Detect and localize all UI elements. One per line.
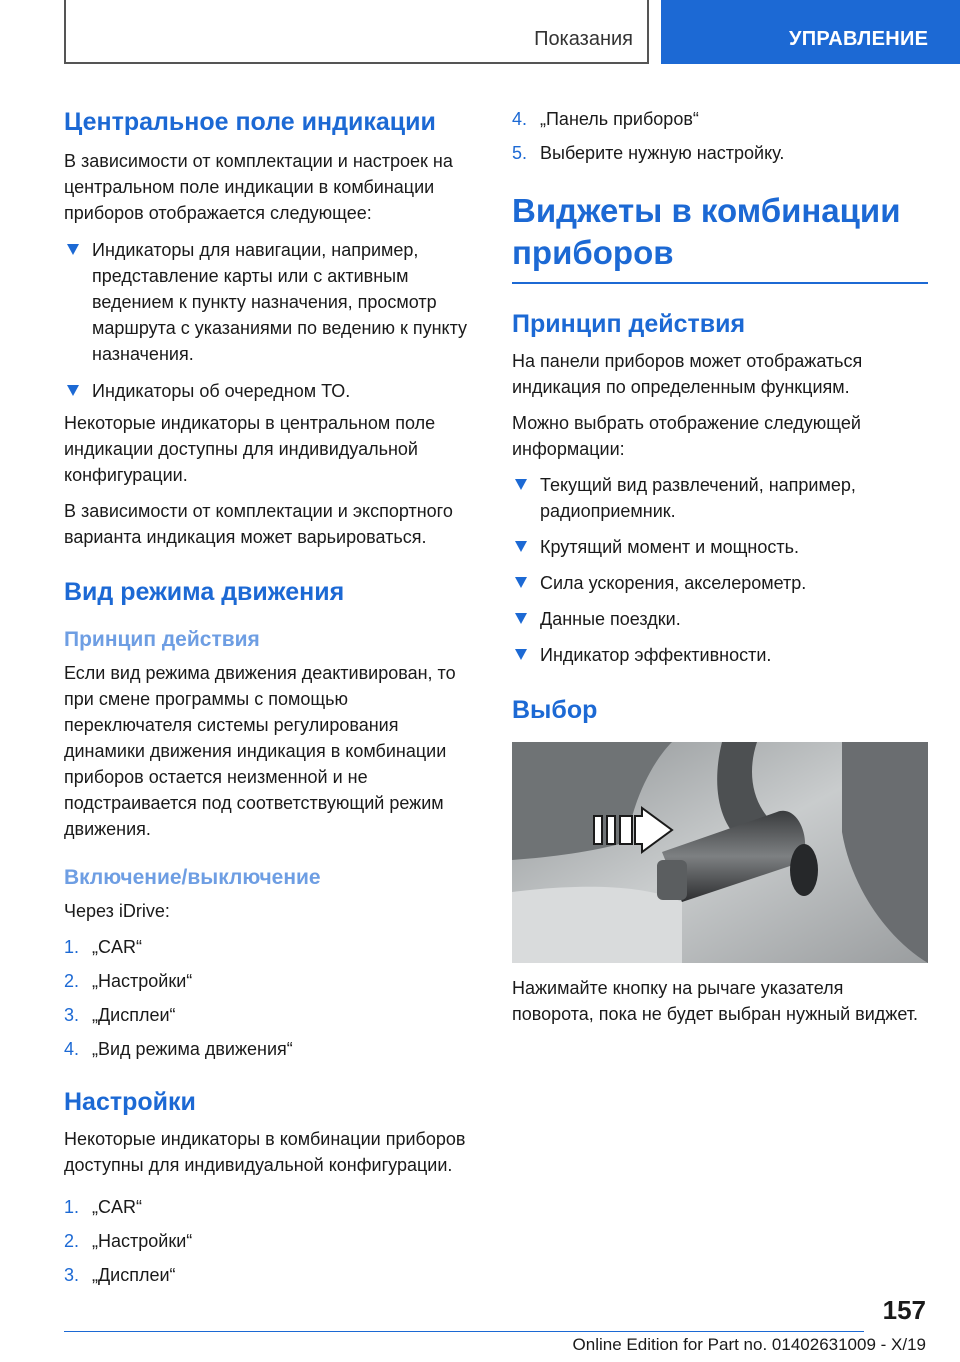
list-item: Индикатор эффективности.	[512, 642, 928, 668]
triangle-bullet-icon	[515, 479, 527, 490]
list-item: Индикаторы об очередном ТО.	[64, 378, 476, 404]
header-chapter-tab[interactable]	[661, 0, 960, 64]
heading-principle-right: Принцип действия	[512, 310, 746, 338]
footer-divider	[64, 1331, 864, 1332]
heading-central-field: Центральное поле индикации	[64, 108, 436, 136]
step-item: 3. „Дисплеи“	[64, 1005, 176, 1025]
step-item: 1. „CAR“	[64, 937, 142, 957]
heading-select: Выбор	[512, 696, 598, 724]
header-section-label: Показания	[534, 28, 633, 50]
heading-settings: Настройки	[64, 1088, 196, 1116]
triangle-bullet-icon	[67, 385, 79, 396]
list-item: Данные поездки.	[512, 606, 928, 632]
paragraph-variants: В зависимости от комплектации и экспортного варианта индикация может варьироваться.	[64, 501, 453, 547]
paragraph-central-intro: В зависимости от комплектации и настроек на центральном поле индикации в комбинации приборов отображается следующее:	[64, 151, 453, 223]
step-item: 2. „Настройки“	[64, 971, 193, 991]
list-item: Индикаторы для навигации, например, представление карты или с активным ведением к пункту назначения, просмотр маршрута с указаниями по ведению к пункту назначения.	[64, 237, 476, 367]
header-chapter-label: УПРАВЛЕНИЕ	[789, 28, 929, 50]
step-item: 4. „Вид режима движения“	[64, 1039, 293, 1059]
triangle-bullet-icon	[67, 244, 79, 255]
header-section-tab[interactable]	[64, 0, 649, 64]
triangle-bullet-icon	[515, 577, 527, 588]
edition-note: Online Edition for Part no. 01402631009 - X/19	[572, 1335, 926, 1354]
paragraph-widgets-choice: Можно выбрать отображение следующей информации:	[512, 413, 861, 459]
photo-caption: Нажимайте кнопку на рычаге указателя поворота, пока не будет выбран нужный виджет.	[512, 978, 918, 1024]
paragraph-widgets-intro: На панели приборов может отображаться индикация по определенным функциям.	[512, 351, 863, 397]
paragraph-configurable: Некоторые индикаторы в центральном поле индикации доступны для индивидуальной конфигурации.	[64, 413, 436, 485]
step-item: 1. „CAR“	[64, 1197, 142, 1217]
triangle-bullet-icon	[515, 541, 527, 552]
triangle-bullet-icon	[515, 649, 527, 660]
step-item: 3. „Дисплеи“	[64, 1265, 176, 1285]
step-item: 2. „Настройки“	[64, 1231, 193, 1251]
left-column	[64, 100, 476, 1288]
heading-on-off: Включение/выключение	[64, 866, 321, 889]
paragraph-drive-mode: Если вид режима движения деактивирован, то при смене программы с помощью переключателя системы регулирования динамики движения индикация в комбинации приборов остается неизменной и не подстраивается под соответствующий режим движения.	[64, 663, 456, 839]
heading-principle: Принцип действия	[64, 628, 260, 651]
triangle-bullet-icon	[515, 613, 527, 624]
page-number: 157	[882, 1295, 926, 1325]
list-item: Сила ускорения, акселерометр.	[512, 570, 928, 596]
paragraph-via-idrive: Через iDrive:	[64, 901, 170, 921]
paragraph-settings: Некоторые индикаторы в комбинации приборов доступны для индивидуальной конфигурации.	[64, 1129, 466, 1175]
list-item: Крутящий момент и мощность.	[512, 534, 928, 560]
heading-widgets-block	[512, 190, 928, 284]
heading-drive-mode-view: Вид режима движения	[64, 578, 345, 606]
turn-signal-lever-photo	[512, 742, 928, 963]
step-item: 4. „Панель приборов“	[512, 109, 699, 129]
right-column	[512, 100, 928, 1027]
list-item: Текущий вид развлечений, например, радиоприемник.	[512, 472, 928, 524]
heading-widgets: Виджеты в комбинации приборов	[512, 192, 901, 271]
step-item: 5. Выберите нужную настройку.	[512, 143, 785, 163]
